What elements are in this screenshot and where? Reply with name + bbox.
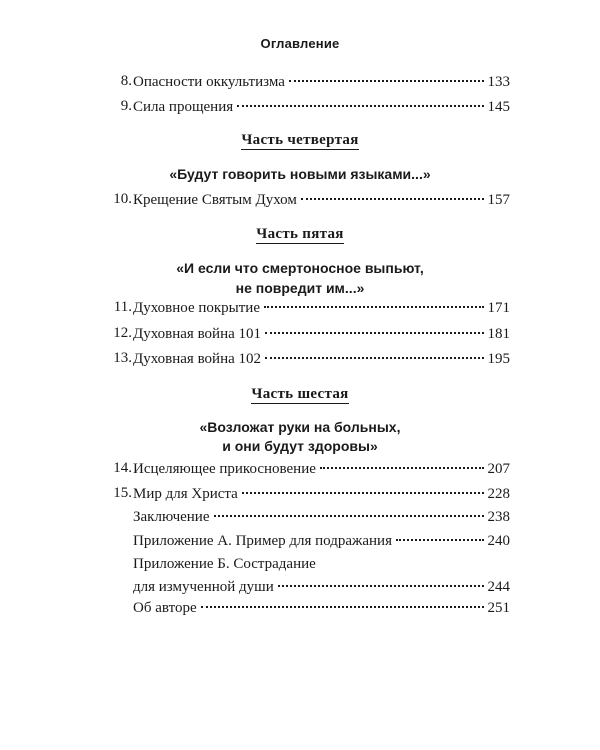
page-number: 240 xyxy=(487,533,510,549)
part-heading xyxy=(0,226,600,243)
part-title: Часть шестая xyxy=(251,386,349,402)
toc-entry[interactable] xyxy=(110,505,510,527)
toc-entry[interactable] xyxy=(110,70,510,92)
chapter-number: 14. xyxy=(113,460,132,476)
toc-entry[interactable] xyxy=(110,553,510,597)
section-title: Приложение А. Пример для подражания xyxy=(133,533,392,549)
dot-leader xyxy=(320,453,484,469)
page-number: 157 xyxy=(487,192,510,208)
chapter-number: 13. xyxy=(113,350,132,366)
chapter-number: 12. xyxy=(113,325,132,341)
part-heading xyxy=(0,132,600,149)
chapter-number: 8. xyxy=(120,73,132,89)
dot-leader xyxy=(265,318,483,334)
dot-leader xyxy=(265,343,483,359)
chapter-title: Сила прощения xyxy=(133,99,234,115)
section-title: Заключение xyxy=(133,509,210,525)
chapter-title: Исцеляющее прикосновение xyxy=(133,461,316,477)
toc-entry[interactable] xyxy=(110,596,510,618)
dot-leader xyxy=(214,501,484,517)
toc-entry[interactable] xyxy=(110,457,510,479)
toc-entry[interactable] xyxy=(110,322,510,344)
page-number: 133 xyxy=(487,74,510,90)
dot-leader xyxy=(237,91,483,107)
page-number: 207 xyxy=(487,461,510,477)
dot-leader xyxy=(278,571,484,587)
dot-leader xyxy=(264,292,484,308)
part-epigraph-line2: не повредит им...» xyxy=(235,280,365,296)
page-number: 195 xyxy=(487,351,510,367)
part-epigraph-line2: и они будут здоровы» xyxy=(222,438,378,454)
dot-leader xyxy=(201,592,484,608)
page-number: 181 xyxy=(487,326,510,342)
chapter-number: 15. xyxy=(113,485,132,501)
toc-entry[interactable] xyxy=(110,296,510,318)
page-number: 228 xyxy=(487,486,510,502)
page-number: 145 xyxy=(487,99,510,115)
dot-leader xyxy=(242,478,484,494)
part-epigraph-line1: «И если что смертоносное выпьют, xyxy=(176,260,424,276)
page-number: 238 xyxy=(487,509,510,525)
dot-leader xyxy=(289,66,484,82)
section-title-line2: для измученной души xyxy=(133,579,274,595)
chapter-title: Духовное покрытие xyxy=(133,300,260,316)
chapter-number: 10. xyxy=(113,191,132,207)
chapter-number: 11. xyxy=(113,299,132,315)
page-number: 251 xyxy=(487,600,510,616)
section-title-line1: Приложение Б. Сострадание xyxy=(133,556,316,572)
chapter-title: Духовная война 102 xyxy=(133,351,262,367)
toc-entry[interactable] xyxy=(110,529,510,551)
chapter-title: Мир для Христа xyxy=(133,486,238,502)
part-epigraph-line1: «Возложат руки на больных, xyxy=(199,419,401,435)
page-header: Оглавление xyxy=(260,36,340,51)
chapter-title: Духовная война 101 xyxy=(133,326,262,342)
chapter-title: Крещение Святым Духом xyxy=(133,192,297,208)
page-number: 171 xyxy=(487,300,510,316)
part-epigraph: «Будут говорить новыми языками...» xyxy=(169,166,431,182)
page-number: 244 xyxy=(487,579,510,595)
toc-entry[interactable] xyxy=(110,347,510,369)
part-title: Часть пятая xyxy=(256,226,344,242)
part-heading xyxy=(0,386,600,403)
section-title: Об авторе xyxy=(133,600,197,616)
part-title: Часть четвертая xyxy=(241,132,359,148)
toc-entry[interactable] xyxy=(110,188,510,210)
toc-entry[interactable] xyxy=(110,95,510,117)
chapter-number: 9. xyxy=(120,98,132,114)
dot-leader xyxy=(396,525,484,541)
dot-leader xyxy=(301,184,484,200)
chapter-title: Опасности оккультизма xyxy=(133,74,285,90)
